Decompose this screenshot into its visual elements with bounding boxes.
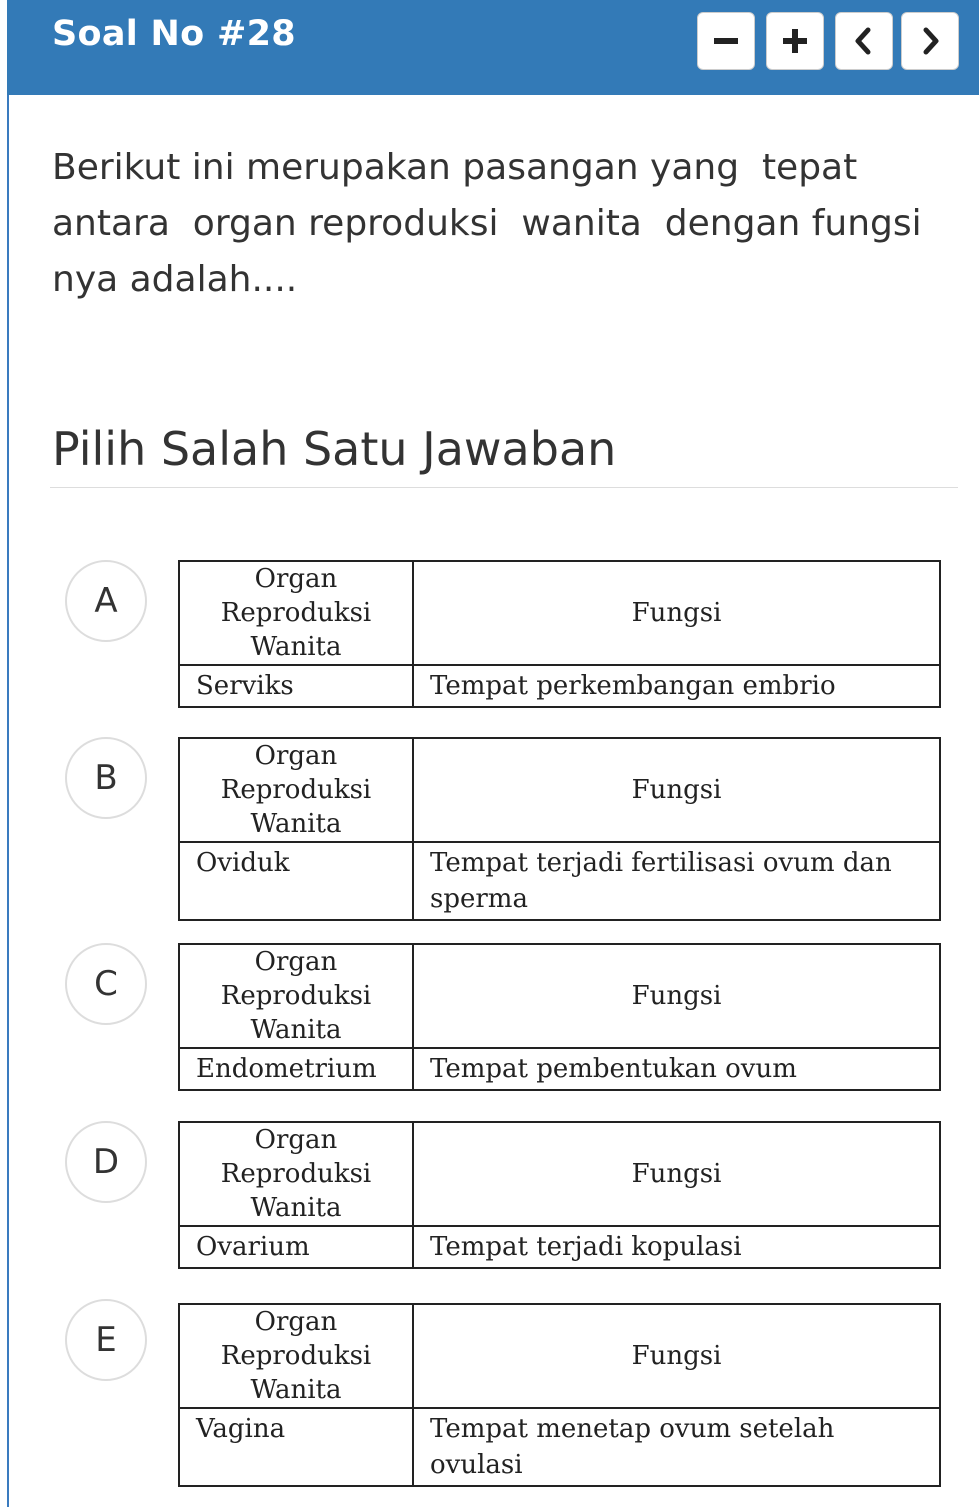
table-cell-fungsi: Tempat terjadi kopulasi [413,1226,940,1268]
option-table-c[interactable] [178,943,941,1091]
chevron-left-icon [849,26,879,56]
table-cell-organ: Oviduk [179,842,413,920]
table-cell-fungsi: Tempat pembentukan ovum [413,1048,940,1090]
minus-icon [711,26,741,56]
option-letter-b[interactable]: B [65,737,147,819]
table-cell-organ: Vagina [179,1408,413,1486]
table-header-fungsi: Fungsi [413,1122,940,1226]
chevron-right-icon [915,26,945,56]
plus-icon [780,26,810,56]
option-letter-c[interactable]: C [65,943,147,1025]
previous-question-button[interactable] [835,12,893,70]
option-letter-d[interactable]: D [65,1121,147,1203]
table-header-organ: Organ Reproduksi Wanita [179,944,413,1048]
table-header-fungsi: Fungsi [413,1304,940,1408]
option-table-a[interactable] [178,560,941,708]
table-header-organ: Organ Reproduksi Wanita [179,1122,413,1226]
table-cell-organ: Endometrium [179,1048,413,1090]
table-cell-fungsi: Tempat perkembangan embrio [413,665,940,707]
option-letter-e[interactable]: E [65,1299,147,1381]
table-header-fungsi: Fungsi [413,738,940,842]
zoom-in-button[interactable] [766,12,824,70]
table-header-fungsi: Fungsi [413,561,940,665]
table-header-fungsi: Fungsi [413,944,940,1048]
zoom-out-button[interactable] [697,12,755,70]
table-cell-organ: Ovarium [179,1226,413,1268]
answer-section-heading: Pilih Salah Satu Jawaban [52,422,617,476]
option-table-e[interactable] [178,1303,941,1487]
option-letter-a[interactable]: A [65,560,147,642]
question-header [7,0,979,95]
heading-divider [50,487,958,488]
next-question-button[interactable] [901,12,959,70]
table-cell-organ: Serviks [179,665,413,707]
table-header-organ: Organ Reproduksi Wanita [179,738,413,842]
option-table-d[interactable] [178,1121,941,1269]
table-header-organ: Organ Reproduksi Wanita [179,561,413,665]
question-text: Berikut ini merupakan pasangan yang tepat antara organ reproduksi wanita dengan fungsi nya adalah.... [52,147,934,300]
question-number-title: Soal No #28 [52,14,296,54]
table-cell-fungsi: Tempat menetap ovum setelah ovulasi [413,1408,940,1486]
table-header-organ: Organ Reproduksi Wanita [179,1304,413,1408]
option-table-b[interactable] [178,737,941,921]
table-cell-fungsi: Tempat terjadi fertilisasi ovum dan sperma [413,842,940,920]
